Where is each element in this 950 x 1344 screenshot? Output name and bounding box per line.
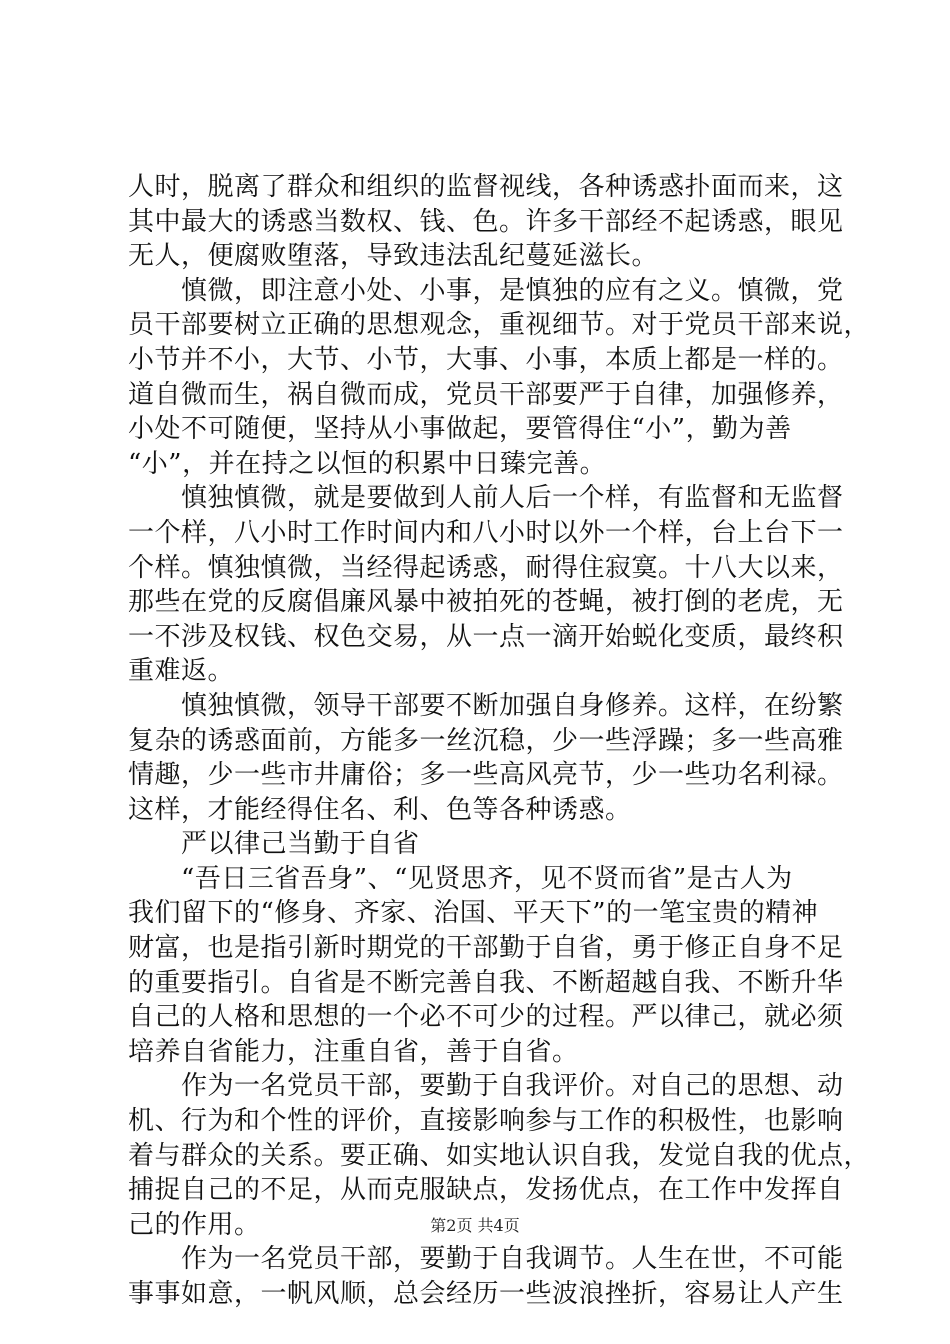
text-line: 复杂的诱惑面前，方能多一丝沉稳，少一些浮躁；多一些高雅: [128, 725, 844, 756]
text-line: 作为一名党员干部，要勤于自我评价。对自己的思想、动: [128, 1071, 844, 1102]
text-line: 的重要指引。自省是不断完善自我、不断超越自我、不断升华: [128, 967, 844, 998]
text-line: 自己的人格和思想的一个必不可少的过程。严以律己，就必须: [128, 1002, 844, 1033]
text-line: 机、行为和个性的评价，直接影响参与工作的积极性，也影响: [128, 1106, 844, 1137]
document-body: [128, 170, 871, 1312]
text-line: “小”，并在持之以恒的积累中日臻完善。: [128, 448, 607, 479]
text-line: 慎独慎微，领导干部要不断加强自身修养。这样，在纷繁: [128, 690, 844, 721]
text-line: 无人，便腐败堕落，导致违法乱纪蔓延滋长。: [128, 241, 659, 272]
text-line: 一个样，八小时工作时间内和八小时以外一个样，台上台下一: [128, 517, 844, 548]
text-line: “吾日三省吾身”、“见贤思齐，见不贤而省”是古人为: [128, 863, 793, 894]
text-line: 我们留下的“修身、齐家、治国、平天下”的一笔宝贵的精神: [128, 898, 819, 929]
text-line: 作为一名党员干部，要勤于自我调节。人生在世，不可能: [128, 1244, 844, 1275]
text-line: 捕捉自己的不足，从而克服缺点，发扬优点，在工作中发挥自: [128, 1175, 844, 1206]
text-line: 道自微而生，祸自微而成，党员干部要严于自律，加强修养，: [128, 379, 844, 410]
text-line: 小节并不小，大节、小节，大事、小事，本质上都是一样的。: [128, 344, 844, 375]
text-line: 着与群众的关系。要正确、如实地认识自我，发觉自我的优点，: [128, 1140, 871, 1171]
text-line: 个样。慎独慎微，当经得起诱惑，耐得住寂寞。十八大以来，: [128, 552, 844, 583]
text-line: 情趣，少一些市井庸俗；多一些高风亮节，少一些功名利禄。: [128, 760, 844, 791]
text-line: 财富，也是指引新时期党的干部勤于自省，勇于修正自身不足: [128, 933, 844, 964]
text-line: 人时，脱离了群众和组织的监督视线，各种诱惑扑面而来，这: [128, 172, 844, 202]
page-footer: 第2页 共4页: [430, 1216, 520, 1235]
text-line: 己的作用。: [128, 1209, 261, 1240]
text-line: 重难返。: [128, 656, 235, 687]
text-line: 培养自省能力，注重自省，善于自省。: [128, 1036, 579, 1067]
text-line: 小处不可随便，坚持从小事做起，要管得住“小”，勤为善: [128, 414, 792, 445]
text-line: 这样，才能经得住名、利、色等各种诱惑。: [128, 794, 632, 825]
text-line: 慎独慎微，就是要做到人前人后一个样，有监督和无监督: [128, 483, 844, 514]
text-line: 那些在党的反腐倡廉风暴中被拍死的苍蝇，被打倒的老虎，无: [128, 587, 844, 618]
text-line: 事事如意，一帆风顺，总会经历一些波浪挫折，容易让人产生: [128, 1279, 844, 1309]
text-line: 员干部要树立正确的思想观念，重视细节。对于党员干部来说，: [128, 310, 871, 341]
text-line: 慎微，即注意小处、小事，是慎独的应有之义。慎微，党: [128, 275, 844, 306]
text-line: 一不涉及权钱、权色交易，从一点一滴开始蜕化变质，最终积: [128, 621, 844, 652]
text-line: 严以律己当勤于自省: [128, 829, 420, 860]
text-line: 其中最大的诱惑当数权、钱、色。许多干部经不起诱惑，眼见: [128, 206, 844, 237]
